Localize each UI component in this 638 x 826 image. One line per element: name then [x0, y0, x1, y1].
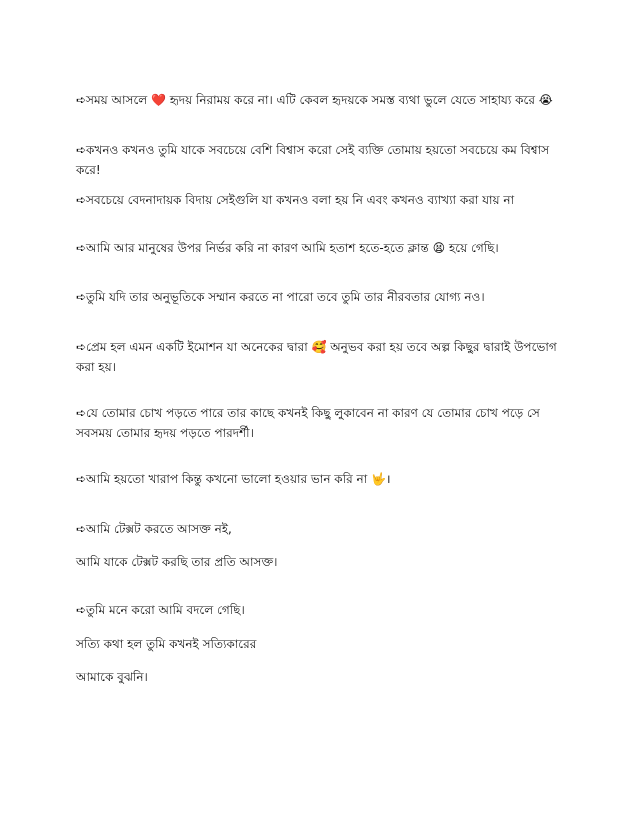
paragraph-3: ➪সবচেয়ে বেদনাদায়ক বিদায় সেইগুলি যা কখনও বলা হয় নি এবং কখনও ব্যাখ্যা করা যায় না: [76, 193, 515, 207]
paragraph-5: ➪তুমি যদি তার অনুভূতিকে সম্মান করতে না পারো তবে তুমি তার নীরবতার যোগ্য নও।: [76, 290, 485, 304]
paragraph-11: ➪তুমি মনে করো আমি বদলে গেছি।: [76, 603, 245, 617]
paragraph-1: ➪সময় আসলে ❤️ হৃদয় নিরাময় করে না। এটি কেবল হৃদয়কে সমস্ত ব্যথা ভুলে যেতে সাহায্য করে 😭: [76, 93, 553, 107]
paragraph-6: ➪প্রেম হল এমন একটি ইমোশন যা অনেকের দ্বারা 🥰 অনুভব করা হয় তবে অল্প কিছুর দ্বারাই উপভোগ করা হয়।: [76, 340, 557, 374]
paragraph-8: ➪আমি হয়তো খারাপ কিন্তু কখনো ভালো হওয়ার ভান করি না 🤟।: [76, 472, 391, 486]
paragraph-13: আমাকে বুঝনি।: [76, 670, 148, 684]
paragraph-2: ➪কখনও কখনও তুমি যাকে সবচেয়ে বেশি বিশ্বাস করো সেই ব্যক্তি তোমায় হয়তো সবচেয়ে কম বিশ্বাস করে!: [76, 143, 550, 177]
paragraph-10: আমি যাকে টেক্সট করছি তার প্রতি আসক্ত।: [76, 555, 278, 569]
paragraph-4: ➪আমি আর মানুষের উপর নির্ভর করি না কারণ আমি হতাশ হতে-হতে ক্লান্ত 😫 হয়ে গেছি।: [76, 241, 499, 255]
paragraph-7: ➪যে তোমার চোখ পড়তে পারে তার কাছে কখনই কিছু লুকাবেন না কারণ যে তোমার চোখ পড়ে সে সবসময় তোমার হৃদয় পড়তে পারদর্শী।: [76, 406, 540, 440]
paragraph-9: ➪আমি টেক্সট করতে আসক্ত নই,: [76, 522, 232, 536]
paragraph-12: সত্যি কথা হল তুমি কখনই সত্যিকারের: [76, 637, 257, 651]
